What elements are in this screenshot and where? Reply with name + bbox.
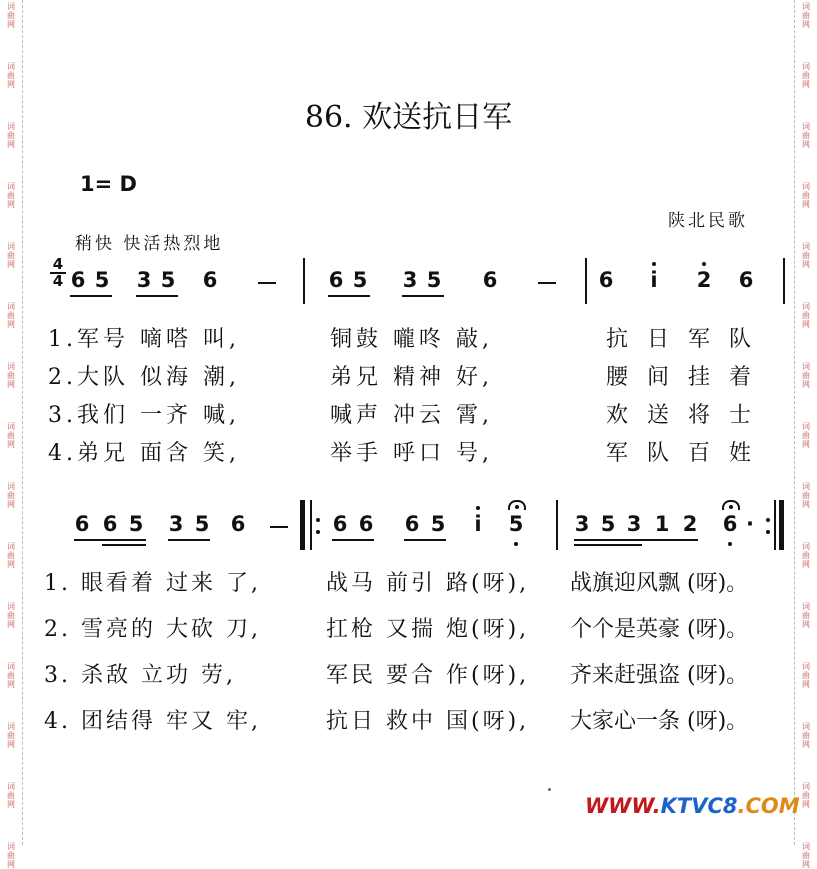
note: 5	[194, 512, 210, 536]
lyric-line-2-verse-2: 扛枪 又揣 炮(呀),	[326, 617, 530, 642]
note: ·	[746, 512, 754, 536]
watermark-text: 词 曲 网	[802, 722, 810, 749]
lyric-line-2-verse-2: 2. 雪亮的 大砍 刀,	[44, 617, 261, 642]
note: 3	[168, 512, 184, 536]
lyric-line-2-verse-4: 4. 团结得 牢又 牢,	[44, 709, 261, 734]
watermark-text: 词 曲 网	[7, 302, 15, 329]
speck	[548, 788, 551, 791]
watermark-text: 词 曲 网	[7, 362, 15, 389]
sustain-dash	[270, 526, 288, 528]
lyric-line-1-verse-1: 1.军号 嘀嗒 叫,	[48, 327, 240, 352]
note: 6	[482, 268, 498, 292]
watermark-text: 词 曲 网	[802, 542, 810, 569]
note: 2	[682, 512, 698, 536]
note: 5	[128, 512, 144, 536]
note: 3	[402, 268, 418, 292]
underline	[136, 295, 178, 297]
watermark-text: 词 曲 网	[7, 542, 15, 569]
note: 6	[102, 512, 118, 536]
lyric-line-2-verse-3: 军民 要合 作(呀),	[326, 663, 530, 688]
lyric-line-2-verse-4: 大家心一条 (呀)。	[570, 709, 749, 734]
note: 5	[508, 512, 524, 536]
notation-line-1	[0, 268, 817, 298]
watermark-text: 词 曲 网	[7, 122, 15, 149]
watermark-text: 词 曲 网	[7, 662, 15, 689]
watermark-text: 词 曲 网	[7, 842, 15, 869]
watermark-text: 词 曲 网	[7, 722, 15, 749]
barline	[783, 258, 785, 304]
note: 6	[70, 268, 86, 292]
note: 6	[738, 268, 754, 292]
note: 5	[430, 512, 446, 536]
notation-line-2	[0, 512, 817, 542]
lyric-line-1-verse-4: 举手 呼口 号,	[330, 441, 493, 466]
underline-second	[102, 544, 146, 546]
underline	[168, 539, 210, 541]
lyric-line-1-verse-4: 4.弟兄 面含 笑,	[48, 441, 240, 466]
song-origin: 陕北民歌	[668, 211, 748, 231]
note: 6	[722, 512, 738, 536]
watermark-text: 词 曲 网	[7, 422, 15, 449]
repeat-end-thick	[779, 500, 784, 550]
watermark-text: 词 曲 网	[802, 242, 810, 269]
note: 3	[626, 512, 642, 536]
watermark-text: 词 曲 网	[7, 2, 15, 29]
lyric-line-2-verse-1: 1. 眼看着 过来 了,	[44, 571, 261, 596]
note: 6	[328, 268, 344, 292]
watermark-text: 词 曲 网	[7, 782, 15, 809]
note: 5	[94, 268, 110, 292]
underline	[404, 539, 446, 541]
note: 5	[600, 512, 616, 536]
note: 6	[332, 512, 348, 536]
note: 3	[574, 512, 590, 536]
octave-dot-low	[514, 542, 518, 546]
tempo-marking: 稍快 快活热烈地	[75, 234, 224, 254]
note: i	[650, 268, 658, 292]
underline	[74, 539, 146, 541]
note: 5	[426, 268, 442, 292]
lyric-line-1-verse-2: 2.大队 似海 潮,	[48, 365, 240, 390]
repeat-dot	[766, 518, 770, 522]
watermark-text: 词 曲 网	[802, 122, 810, 149]
lyric-line-1-verse-1: 铜鼓 嚨咚 敲,	[330, 327, 493, 352]
underline	[70, 295, 112, 297]
note: 5	[352, 268, 368, 292]
barline	[774, 500, 776, 550]
underline	[574, 539, 698, 541]
logo-part-1: WWW.	[585, 794, 661, 818]
note: 6	[74, 512, 90, 536]
watermark-text: 词 曲 网	[7, 182, 15, 209]
lyric-line-1-verse-2: 弟兄 精神 好,	[330, 365, 493, 390]
logo-part-2: KTVC8	[660, 794, 738, 818]
note: 6	[230, 512, 246, 536]
sustain-dash	[538, 282, 556, 284]
lyric-line-1-verse-3: 喊声 冲云 霄,	[330, 403, 493, 428]
key-signature: 1= D	[80, 172, 137, 196]
repeat-dot	[316, 518, 320, 522]
note: 1	[654, 512, 670, 536]
repeat-dot	[316, 530, 320, 534]
octave-dot-low	[728, 542, 732, 546]
underline	[332, 539, 374, 541]
lyric-line-2-verse-1: 战马 前引 路(呀),	[326, 571, 530, 596]
lyric-line-2-verse-3: 齐来赶强盗 (呀)。	[570, 663, 749, 688]
barline	[556, 500, 558, 550]
barline	[585, 258, 587, 304]
note: i	[474, 512, 482, 536]
watermark-text: 词 曲 网	[7, 62, 15, 89]
note: 5	[160, 268, 176, 292]
repeat-dot	[766, 530, 770, 534]
watermark-text: 词 曲 网	[802, 362, 810, 389]
note: 2	[696, 268, 712, 292]
site-logo	[585, 794, 800, 818]
lyric-line-1-verse-4: 军 队 百 姓	[606, 441, 757, 466]
note: 6	[202, 268, 218, 292]
watermark-text: 词 曲 网	[7, 602, 15, 629]
underline	[402, 295, 444, 297]
note: 6	[598, 268, 614, 292]
lyric-line-1-verse-2: 腰 间 挂 着	[606, 365, 757, 390]
watermark-text: 词 曲 网	[802, 782, 810, 809]
sustain-dash	[258, 282, 276, 284]
octave-dot	[702, 262, 706, 266]
lyric-line-2-verse-4: 抗日 救中 国(呀),	[326, 709, 530, 734]
underline-second	[574, 544, 642, 546]
lyric-line-1-verse-3: 欢 送 将 士	[606, 403, 757, 428]
barline	[303, 258, 305, 304]
octave-dot	[476, 506, 480, 510]
watermark-text: 词 曲 网	[7, 482, 15, 509]
note: 6	[404, 512, 420, 536]
logo-part-3: .COM	[737, 794, 800, 818]
underline	[328, 295, 370, 297]
lyric-line-1-verse-1: 抗 日 军 队	[606, 327, 757, 352]
watermark-text: 词 曲 网	[7, 242, 15, 269]
watermark-text: 词 曲 网	[802, 182, 810, 209]
watermark-text: 词 曲 网	[802, 302, 810, 329]
watermark-text: 词 曲 网	[802, 482, 810, 509]
lyric-line-2-verse-1: 战旗迎风飘 (呀)。	[570, 571, 749, 596]
watermark-text: 词 曲 网	[802, 662, 810, 689]
note: 6	[358, 512, 374, 536]
song-title: 86. 欢送抗日军	[304, 100, 513, 135]
time-signature-top: 4	[52, 255, 64, 273]
lyric-line-2-verse-3: 3. 杀敌 立功 劳,	[44, 663, 236, 688]
time-signature-bottom: 4	[52, 272, 64, 290]
watermark-text: 词 曲 网	[802, 842, 810, 869]
octave-dot	[652, 262, 656, 266]
lyric-line-2-verse-2: 个个是英豪 (呀)。	[570, 617, 749, 642]
repeat-start-thick	[300, 500, 305, 550]
fermata	[508, 500, 526, 510]
watermark-text: 词 曲 网	[802, 62, 810, 89]
watermark-text: 词 曲 网	[802, 602, 810, 629]
watermark-text: 词 曲 网	[802, 422, 810, 449]
lyric-line-1-verse-3: 3.我们 一齐 喊,	[48, 403, 240, 428]
watermark-text: 词 曲 网	[802, 2, 810, 29]
barline	[310, 500, 312, 550]
note: 3	[136, 268, 152, 292]
fermata	[722, 500, 740, 510]
